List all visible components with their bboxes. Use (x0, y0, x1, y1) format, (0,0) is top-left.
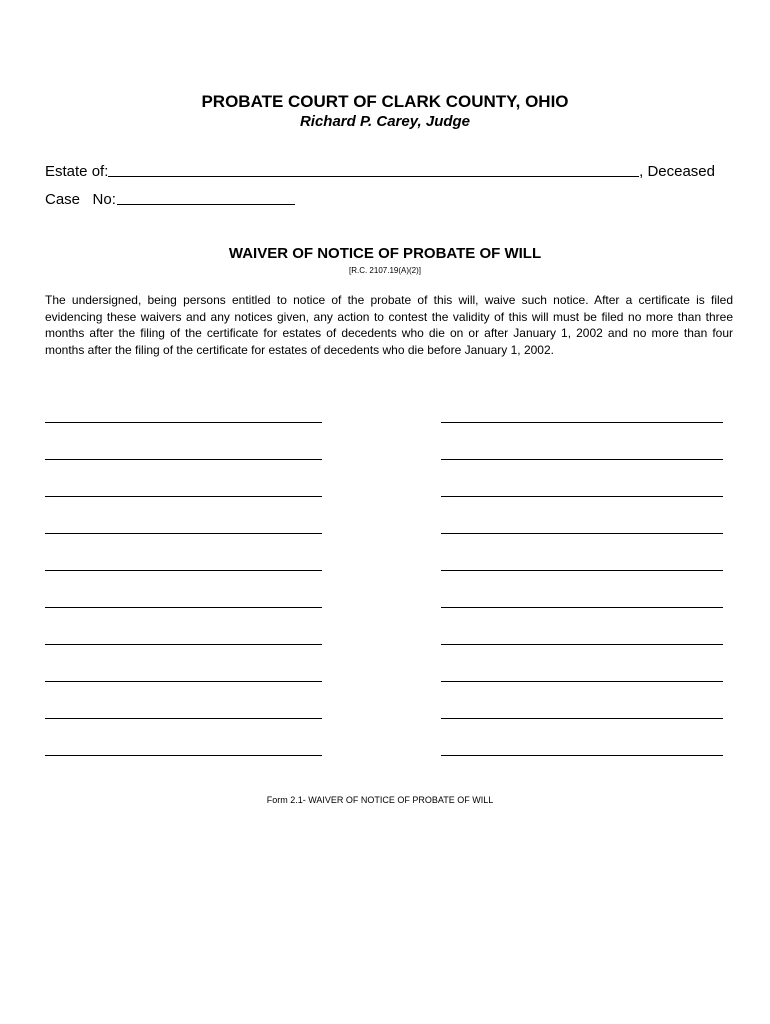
signature-line[interactable] (45, 422, 322, 423)
signature-line[interactable] (45, 644, 322, 645)
signature-line[interactable] (441, 681, 723, 682)
signature-line[interactable] (441, 533, 723, 534)
signature-line[interactable] (441, 718, 723, 719)
signature-line[interactable] (45, 496, 322, 497)
judge-name: Richard P. Carey, Judge (299, 113, 471, 130)
signature-line[interactable] (441, 422, 723, 423)
deceased-label: , Deceased (639, 163, 715, 180)
signature-line[interactable] (441, 496, 723, 497)
form-title: WAIVER OF NOTICE OF PROBATE OF WILL (228, 245, 542, 262)
signature-line[interactable] (45, 533, 322, 534)
case-number-field[interactable] (117, 188, 295, 205)
signature-line[interactable] (441, 755, 723, 756)
case-label: Case No: (45, 191, 116, 208)
signature-column-left (45, 422, 322, 792)
signature-line[interactable] (45, 570, 322, 571)
signature-line[interactable] (45, 459, 322, 460)
statute-reference: [R.C. 2107.19(A)(2)] (348, 266, 422, 275)
signature-line[interactable] (441, 607, 723, 608)
signature-line[interactable] (45, 681, 322, 682)
signature-line[interactable] (441, 644, 723, 645)
waiver-body-text: The undersigned, being persons entitled to notice of the probate of this will, waive such notice. After a certificate is filed evidencing these waivers and any notices given, any action to contest the validity of this will must be filed no more than three months after the filing of the certificate for estates of decedents who die on or after January 1, 2002 and no more than four months after the filing of the certificate for estates of decedents who die before January 1, 2002. (45, 293, 733, 357)
estate-row (45, 160, 715, 180)
signature-line[interactable] (441, 459, 723, 460)
court-title: PROBATE COURT OF CLARK COUNTY, OHIO (201, 92, 569, 111)
signature-line[interactable] (45, 718, 322, 719)
estate-field[interactable] (108, 160, 639, 177)
form-footer: Form 2.1- WAIVER OF NOTICE OF PROBATE OF WILL (266, 795, 494, 805)
signature-line[interactable] (441, 570, 723, 571)
case-row (45, 188, 295, 208)
signature-line[interactable] (45, 607, 322, 608)
signature-column-right (441, 422, 723, 792)
signature-line[interactable] (45, 755, 322, 756)
estate-label: Estate of: (45, 163, 109, 180)
